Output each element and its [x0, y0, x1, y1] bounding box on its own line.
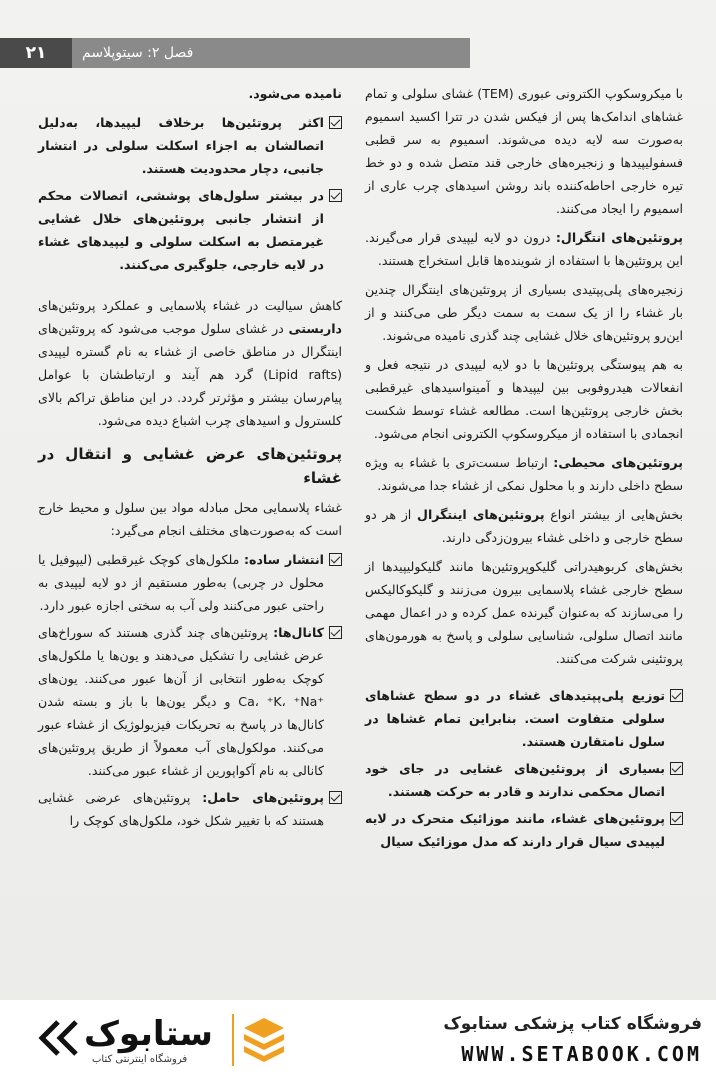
term-diffusion: انتشار ساده:	[243, 552, 324, 567]
paragraph-peripheral	[365, 451, 683, 497]
check-item-carrier	[38, 786, 342, 832]
check-item	[365, 684, 683, 753]
checkbox-icon	[329, 553, 342, 566]
store-footer	[0, 1000, 716, 1080]
paragraph-tem: با میکروسکوپ الکترونی عبوری (TEM) غشای سلولی و تمام غشاهای اندامک‌ها پس از فیکس شدن در تترا اکسید اسمیوم به‌صورت سه لایه دیده می‌شوند. اسمیوم به سر قطبی فسفولیپیدها و زنجیره‌های خارجی قند متصل شده و دو خط تیره خارجی احاطه‌کننده باند روشن اسیدهای چرب عاری از اسمیوم را ایجاد می‌کنند.	[365, 86, 683, 216]
checkbox-icon	[670, 762, 683, 775]
paragraph-hydrophobic: به هم پیوستگی پروتئین‌ها با دو لایه لیپیدی در نتیجه فعل و انفعالات هیدروفوبی بین لیپیدها و آمینواسیدهای غیرقطبی بخش خارجی پروتئین‌ها است. مطالعه غشاء توسط شکست انجمادی با استفاده از میکروسکوپ الکترونی انجام می‌شود.	[365, 357, 683, 441]
check-text: پروتئین‌های غشاء، مانند موزائیک متحرک در لایه لیپیدی سیال قرار دارند که مدل موزائیک سیال	[365, 811, 665, 849]
check-text: بسیاری از پروتئین‌های غشایی در جای خود اتصال محکمی ندارند و قادر به حرکت هستند.	[365, 761, 665, 799]
rafts-text-a: کاهش سیالیت در غشاء پلاسمایی و عملکرد پروتئین‌های	[38, 298, 342, 313]
checkbox-icon	[670, 689, 683, 702]
check-item	[38, 111, 342, 180]
paragraph-protrusion	[365, 503, 683, 549]
store-name: فروشگاه کتاب پزشکی ستابوک	[443, 1014, 702, 1034]
chapter-title: فصل ۲: سیتوپلاسم	[82, 45, 194, 61]
peripheral-text: ارتباط سست‌تری با غشاء به ویژه سطح داخلی دارند و با محلول نمکی از غشاء جدا می‌شوند.	[365, 455, 683, 493]
term-carrier: پروتئین‌های حامل:	[202, 790, 324, 805]
right-column	[365, 82, 683, 857]
checkbox-icon	[329, 791, 342, 804]
check-item-diffusion	[38, 548, 342, 617]
check-text: توزیع پلی‌پپتیدهای غشاء در دو سطح غشاهای سلولی متفاوت است. بنابراین تمام غشاها در سلول نامتقارن هستند.	[365, 688, 665, 749]
checkbox-icon	[670, 812, 683, 825]
continued-line: نامیده می‌شود.	[248, 86, 342, 101]
chapter-header	[0, 38, 716, 68]
book-stack-icon	[242, 1016, 286, 1064]
check-text: در بیشتر سلول‌های پوششی، اتصالات محکم از انتشار جانبی پروتئین‌های خلال غشایی غیرمتصل به اسکلت سلولی و لیپیدهای غشاء در لایه خارجی، جلوگیری می‌کنند.	[38, 188, 324, 272]
diffusion-text: ملکول‌های کوچک غیرقطبی (لیپوفیل یا محلول در چربی) به‌طور مستقیم از دو لایه لیپیدی به راحتی عبور می‌کنند ولی آب به سختی اجازه عبور دارد.	[38, 552, 324, 613]
protrusion-text-c: از هر دو سطح خارجی و داخلی غشاء بیرون‌زدگی دارند.	[365, 507, 683, 545]
paragraph-multipass: زنجیره‌های پلی‌پپتیدی بسیاری از پروتئین‌های اینتگرال چندین بار غشاء را از یک سمت به سمت دیگر طی می‌کنند و از این‌رو پروتئین‌های خلال غشایی چند گذری نامیده می‌شوند.	[365, 282, 683, 343]
term-channels: کانال‌ها:	[273, 625, 324, 640]
check-item	[38, 184, 342, 276]
term-integral: پروتئین‌های انتگرال:	[555, 230, 684, 245]
term-peripheral: پروتئین‌های محیطی:	[553, 455, 683, 470]
left-column	[38, 82, 342, 836]
check-item	[365, 807, 683, 853]
double-chevron-icon	[36, 1018, 82, 1058]
section-heading: پروتئین‌های عرض غشایی و انتقال در غشاء	[38, 445, 342, 487]
check-item-channels	[38, 621, 342, 782]
term-integral-proteins: پروتئین‌های اینتگرال	[417, 507, 545, 522]
term-scaffold: داربستی	[288, 321, 342, 336]
logo-word: ستابوک	[84, 1014, 213, 1054]
integral-text: درون دو لایه لیپیدی قرار می‌گیرند. این پروتئین‌ها با استفاده از شوینده‌ها قابل استخراج هستند.	[365, 230, 683, 268]
paragraph-integral	[365, 226, 683, 272]
checkbox-icon	[329, 116, 342, 129]
page-number: ۲۱	[25, 43, 47, 63]
logo-tagline: فروشگاه اینترنتی کتاب	[92, 1054, 188, 1065]
protrusion-text-a: بخش‌هایی از بیشتر انواع	[544, 507, 683, 522]
store-logo[interactable]	[36, 1014, 286, 1070]
channels-text: پروتئین‌های چند گذری هستند که سوراخ‌های عرض غشایی را تشکیل می‌دهند و یون‌ها یا ملکول‌های کوچک به‌طور انتخابی از آن‌ها عبور می‌کنند. یون‌های ⁺Ca، ⁺K، ⁺Na و دیگر یون‌ها با باز و بسته شدن کانال‌ها در پاسخ به تحریکات فیزیولوژیک از غشاء عبور می‌کنند. مولکول‌های آب معمولاً از طریق پروتئین‌های کانالی به نام آکواپورین از غشاء عبور می‌کنند.	[38, 625, 324, 778]
paragraph-lipid-rafts	[38, 294, 342, 432]
store-url-link[interactable]: WWW.SETABOOK.COM	[461, 1042, 702, 1066]
checkbox-icon	[329, 626, 342, 639]
check-item	[365, 757, 683, 803]
paragraph-exchange: غشاء پلاسمایی محل مبادله مواد بین سلول و محیط خارج است که به‌صورت‌های مختلف انجام می‌گیرد:	[38, 500, 342, 538]
rafts-text-c: در غشای سلول موجب می‌شود که پروتئین‌های اینتگرال در مناطق خاصی از غشاء به نام گستره لیپیدی (Lipid rafts) گرد هم آیند و ارتباطشان با عوامل پیام‌رسان بیشتر و مؤثرتر گردد. در این مناطق تراکم بالای کلسترول و اسیدهای چرب اشباع دیده می‌شود.	[38, 321, 342, 428]
carrier-text: پروتئین‌های عرضی غشایی هستند که با تغییر شکل خود، ملکول‌های کوچک را	[38, 790, 324, 828]
checkbox-icon	[329, 189, 342, 202]
paragraph-glycocalyx: بخش‌های کربوهیدراتی گلیکوپروتئین‌ها مانند گلیکولیپیدها از سطح خارجی غشاء پلاسمایی بیرون می‌زنند و گلیکوکالیکس را می‌سازند که به‌عنوان گیرنده عمل کرده و در اعمال مهمی مانند اتصال سلولی، شناسایی سلولی و پاسخ به هورمون‌های پروتئینی شرکت می‌کنند.	[365, 559, 683, 666]
logo-divider	[232, 1014, 234, 1066]
check-text: اکثر پروتئین‌ها برخلاف لیپیدها، به‌دلیل اتصالشان به اجزاء اسکلت سلولی در انتشار جانبی، دچار محدودیت هستند.	[38, 115, 324, 176]
